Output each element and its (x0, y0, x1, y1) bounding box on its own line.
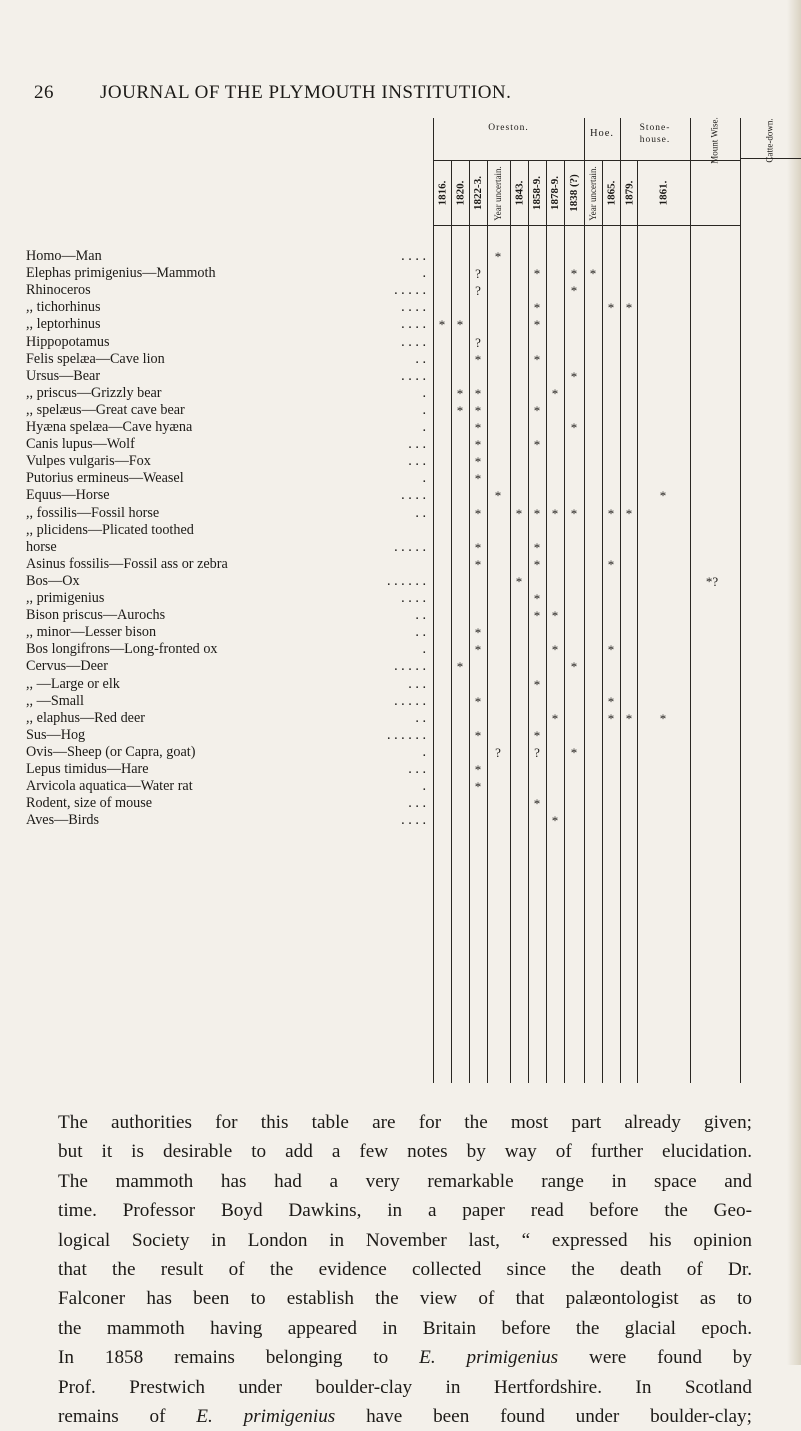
group-header-2: Stone-house. (639, 123, 671, 145)
presence-mark: * (494, 249, 502, 264)
text-line (58, 1402, 752, 1431)
column-rule (433, 118, 434, 1083)
presence-mark: * (570, 659, 578, 675)
presence-mark: * (474, 471, 482, 487)
text-run: In 1858 remains belonging to (58, 1347, 420, 1369)
table-row (26, 316, 431, 333)
column-header-label: 1838 (?) (568, 174, 581, 212)
presence-mark: * (456, 317, 464, 333)
presence-mark: * (533, 351, 541, 367)
presence-mark: * (474, 539, 482, 555)
presence-mark: * (533, 505, 541, 521)
text-line (58, 1226, 752, 1255)
species-name: ,, —Small (26, 692, 84, 709)
presence-mark: * (474, 727, 482, 743)
leader-dots: . . . . . (394, 692, 426, 709)
body-text (58, 1108, 752, 1431)
text-line (58, 1108, 752, 1137)
table-row (26, 299, 431, 316)
presence-mark: * (474, 556, 482, 572)
species-name: Elephas primigenius—Mammoth (26, 265, 216, 282)
leader-dots: . (422, 419, 426, 435)
leader-dots: . . . . (401, 248, 426, 264)
group-header-0: Oreston. (488, 123, 529, 133)
table-row (26, 590, 431, 607)
presence-mark: * (607, 505, 615, 521)
presence-mark: * (607, 642, 615, 658)
presence-mark: * (515, 505, 523, 521)
species-name: Canis lupus—Wolf (26, 436, 135, 453)
table-row (26, 778, 431, 795)
table-row (26, 351, 431, 368)
group-header-1: Hoe. (589, 128, 615, 139)
species-name: ,, minor—Lesser bison (26, 624, 157, 641)
table-row (26, 693, 431, 710)
column-header-10 (620, 163, 638, 223)
column-rule (602, 160, 603, 1083)
presence-mark: * (474, 454, 482, 470)
presence-mark: * (570, 744, 578, 760)
table-row (26, 402, 431, 419)
species-name: Aves—Birds (26, 812, 100, 829)
table-row (26, 470, 431, 487)
presence-mark: * (570, 283, 578, 299)
presence-mark: * (456, 402, 464, 418)
column-header-label: 1858-9. (531, 176, 544, 210)
column-rule (487, 160, 488, 1083)
leader-dots: . (422, 470, 426, 487)
presence-mark: * (474, 693, 482, 709)
presence-mark: * (438, 317, 446, 333)
table-row (26, 812, 431, 829)
text-run: Prof. Prestwich under boulder-clay in Hertfordshire. In Scotland (58, 1376, 752, 1398)
leader-dots: . . . . (401, 316, 426, 333)
text-line (58, 1343, 752, 1372)
column-rule (546, 160, 547, 1083)
column-header-1 (451, 163, 469, 223)
text-run: The authorities for this table are for the most part already given; (58, 1112, 752, 1133)
species-name: Lepus timidus—Hare (26, 761, 149, 777)
species-name: Hippopotamus (26, 333, 110, 350)
table-row (26, 539, 431, 556)
table-row (26, 436, 431, 453)
table-row (26, 522, 431, 539)
column-header-11 (654, 163, 672, 223)
text-run: The mammoth has had a very remarkable range in space and (58, 1170, 752, 1192)
species-name: ,, plicidens—Plicated toothed (26, 521, 194, 538)
presence-mark: * (659, 710, 667, 726)
species-name: Vulpes vulgaris—Fox (26, 453, 151, 470)
text-line (58, 1314, 752, 1343)
leader-dots: . . . . . (394, 282, 426, 299)
table-row (26, 641, 431, 658)
text-run: were found by (558, 1347, 752, 1369)
species-name: ,, spelæus—Great cave bear (26, 401, 185, 418)
table-row (26, 368, 431, 385)
leader-dots: . . . . . (394, 658, 426, 675)
species-name: Ursus—Bear (26, 367, 101, 384)
presence-mark: * (570, 505, 578, 521)
column-header-2 (469, 163, 487, 223)
leader-dots: . . . (408, 675, 426, 692)
table-row (26, 419, 431, 436)
presence-mark: * (533, 591, 541, 606)
presence-mark: ? (475, 283, 481, 299)
page-number: 26 (34, 82, 54, 103)
column-rule (564, 160, 565, 1083)
species-name: Felis spelæa—Cave lion (26, 350, 165, 367)
leader-dots: . . . . (401, 333, 426, 350)
species-name: ,, primigenius (26, 590, 105, 606)
species-name: Hyæna spelæa—Cave hyæna (26, 419, 193, 435)
italic-text: E. primigenius (419, 1347, 559, 1369)
species-name: Cervus—Deer (26, 658, 108, 675)
leader-dots: . . (415, 607, 426, 624)
presence-mark: * (607, 556, 615, 572)
text-line (58, 1137, 752, 1166)
text-run: have been found under boulder-clay; (335, 1405, 752, 1427)
presence-mark: * (474, 642, 482, 658)
column-header-4 (510, 163, 528, 223)
column-header-3 (489, 163, 507, 223)
text-run: time. Professor Boyd Dawkins, in a paper read before the Geo- (58, 1200, 752, 1222)
presence-mark: * (456, 385, 464, 401)
presence-mark: * (474, 779, 482, 795)
presence-mark: * (625, 505, 633, 521)
table-row (26, 248, 431, 265)
leader-dots: . . . . (401, 299, 426, 316)
leader-dots: . . (415, 350, 426, 367)
species-name: Arvicola aquatica—Water rat (26, 778, 193, 795)
column-header-label: 1865. (605, 180, 617, 206)
species-name: ,, elaphus—Red deer (26, 709, 145, 726)
group-header-3 (706, 116, 724, 164)
column-rule (740, 118, 741, 1083)
presence-mark: * (474, 625, 482, 641)
column-rule (690, 118, 691, 1083)
column-header-6 (546, 163, 564, 223)
text-line (58, 1255, 752, 1284)
table-row (26, 710, 431, 727)
table-row (26, 453, 431, 470)
column-rule (584, 118, 585, 1083)
species-name: ,, tichorhinus (26, 299, 101, 316)
presence-mark: * (659, 488, 667, 504)
leader-dots: . . . (408, 761, 426, 777)
table-row (26, 265, 431, 282)
presence-mark: * (456, 659, 464, 675)
species-name: ,, fossilis—Fossil horse (26, 504, 160, 521)
presence-mark: * (474, 351, 482, 367)
species-name: horse (26, 538, 57, 555)
column-header-label: Year uncertain. (587, 165, 598, 221)
presence-mark: * (625, 710, 633, 726)
column-header-label: 1822-3. (472, 176, 485, 210)
column-header-5 (528, 163, 546, 223)
column-header-9 (602, 163, 620, 223)
presence-mark: * (551, 505, 559, 521)
table-row (26, 795, 431, 812)
table-row (26, 624, 431, 641)
presence-mark: * (589, 266, 597, 282)
presence-mark: * (533, 556, 541, 572)
presence-mark: * (551, 642, 559, 658)
leader-dots: . . (415, 624, 426, 641)
presence-mark: * (607, 710, 615, 726)
presence-mark: * (474, 402, 482, 418)
leader-dots: . (422, 743, 426, 760)
table-row (26, 385, 431, 402)
leader-dots: . . (415, 504, 426, 521)
leader-dots: . (422, 778, 426, 795)
presence-mark: * (625, 300, 633, 316)
leader-dots: . (422, 401, 426, 418)
presence-mark: * (533, 437, 541, 453)
presence-mark: * (570, 266, 578, 282)
table-row (26, 658, 431, 675)
column-header-label: Year uncertain. (492, 165, 503, 221)
table-row (26, 761, 431, 778)
presence-mark: * (570, 420, 578, 435)
table-row (26, 487, 431, 504)
presence-mark: * (533, 300, 541, 316)
column-header-label: 1820. (454, 180, 466, 206)
presence-mark: * (474, 385, 482, 401)
presence-mark: * (607, 693, 615, 709)
column-rule (620, 118, 621, 1083)
running-title: JOURNAL OF THE PLYMOUTH INSTITUTION. (100, 82, 512, 103)
species-name: Sus—Hog (26, 726, 86, 743)
group-header-label: Catte-down. (765, 117, 775, 163)
leader-dots: . . . . (401, 590, 426, 606)
leader-dots: . . . (408, 453, 426, 470)
column-rule (510, 160, 511, 1083)
presence-mark: * (533, 539, 541, 555)
table-row (26, 744, 431, 761)
presence-mark: * (551, 385, 559, 401)
header-rule (433, 160, 740, 161)
text-line (58, 1167, 752, 1196)
text-line (58, 1373, 752, 1402)
leader-dots: . . (415, 709, 426, 726)
presence-mark: ? (475, 266, 481, 282)
presence-mark: * (551, 608, 559, 624)
presence-mark: * (474, 437, 482, 453)
text-run: Falconer has been to establish the view of that palæontologist as to (58, 1288, 752, 1310)
text-run: logical Society in London in November last, “ expressed his opinion (58, 1229, 752, 1251)
column-header-label: 1816. (436, 180, 448, 206)
column-header-7 (565, 163, 583, 223)
species-name: Ovis—Sheep (or Capra, goat) (26, 743, 196, 760)
species-name: Bos longifrons—Long-fronted ox (26, 641, 218, 658)
species-name: Putorius ermineus—Weasel (26, 470, 184, 487)
table-row (26, 282, 431, 299)
presence-mark: * (533, 676, 541, 692)
species-name: Rhinoceros (26, 282, 91, 299)
species-name: Rodent, size of mouse (26, 795, 153, 812)
table-row (26, 505, 431, 522)
presence-mark: * (607, 300, 615, 316)
leader-dots: . . . . . . (386, 572, 426, 589)
column-header-label: 1879. (623, 180, 635, 206)
group-header-label: Mount Wise. (709, 116, 720, 164)
column-header-0 (433, 163, 451, 223)
table-row (26, 556, 431, 573)
text-line (58, 1284, 752, 1313)
table-row (26, 334, 431, 351)
presence-mark: * (533, 402, 541, 418)
species-name: Equus—Horse (26, 487, 110, 504)
leader-dots: . . . . . (394, 538, 426, 555)
header-rule (433, 225, 740, 226)
column-rule (637, 160, 638, 1083)
table-row (26, 607, 431, 624)
column-header-label: 1878-9. (549, 176, 562, 210)
presence-mark: * (533, 608, 541, 624)
leader-dots: . . . . (401, 367, 426, 384)
leader-dots: . . . . . . (386, 726, 426, 743)
leader-dots: . (422, 384, 426, 401)
species-name: Bos—Ox (26, 572, 80, 589)
presence-mark: ? (495, 744, 501, 760)
text-run: remains of (58, 1405, 197, 1427)
text-line (58, 1196, 752, 1225)
column-header-label: 1861. (657, 180, 669, 206)
species-name: Asinus fossilis—Fossil ass or zebra (26, 555, 228, 572)
presence-mark: * (474, 505, 482, 521)
column-rule (451, 160, 452, 1083)
column-header-label: 1843. (513, 180, 525, 206)
leader-dots: . . . (408, 436, 426, 453)
presence-mark: * (494, 488, 502, 504)
species-name: ,, —Large or elk (26, 675, 120, 692)
leader-dots: . (422, 641, 426, 658)
presence-mark: * (533, 317, 541, 333)
presence-mark: ? (534, 744, 540, 760)
species-name: ,, leptorhinus (26, 316, 101, 333)
leader-dots: . . . . (401, 812, 426, 829)
text-run: the mammoth having appeared in Britain before the glacial epoch. (58, 1317, 752, 1339)
table-row (26, 676, 431, 693)
italic-text: E. primigenius (196, 1405, 336, 1427)
leader-dots: . (422, 265, 426, 282)
group-header-4 (762, 117, 780, 163)
column-rule (469, 160, 470, 1083)
column-header-8 (584, 163, 602, 223)
text-run: that the result of the evidence collected since the death of Dr. (58, 1258, 752, 1280)
species-name: Homo—Man (26, 248, 102, 264)
presence-mark: ? (475, 334, 481, 350)
table-row (26, 727, 431, 744)
table-row (26, 573, 431, 590)
leader-dots: . . . . (401, 487, 426, 504)
column-rule (528, 160, 529, 1083)
leader-dots: . . . (408, 795, 426, 812)
presence-mark: * (474, 762, 482, 777)
presence-mark: * (533, 796, 541, 812)
text-run: but it is desirable to add a few notes by way of further elucidation. (58, 1141, 752, 1163)
presence-mark: * (570, 368, 578, 384)
presence-mark: * (533, 266, 541, 282)
presence-mark: * (551, 710, 559, 726)
presence-mark: * (515, 573, 523, 589)
presence-mark: * (551, 813, 559, 829)
species-name: ,, priscus—Grizzly bear (26, 384, 162, 401)
presence-mark: * (533, 727, 541, 743)
presence-mark: *? (705, 573, 719, 589)
presence-mark: * (474, 420, 482, 435)
species-name: Bison priscus—Aurochs (26, 607, 166, 624)
